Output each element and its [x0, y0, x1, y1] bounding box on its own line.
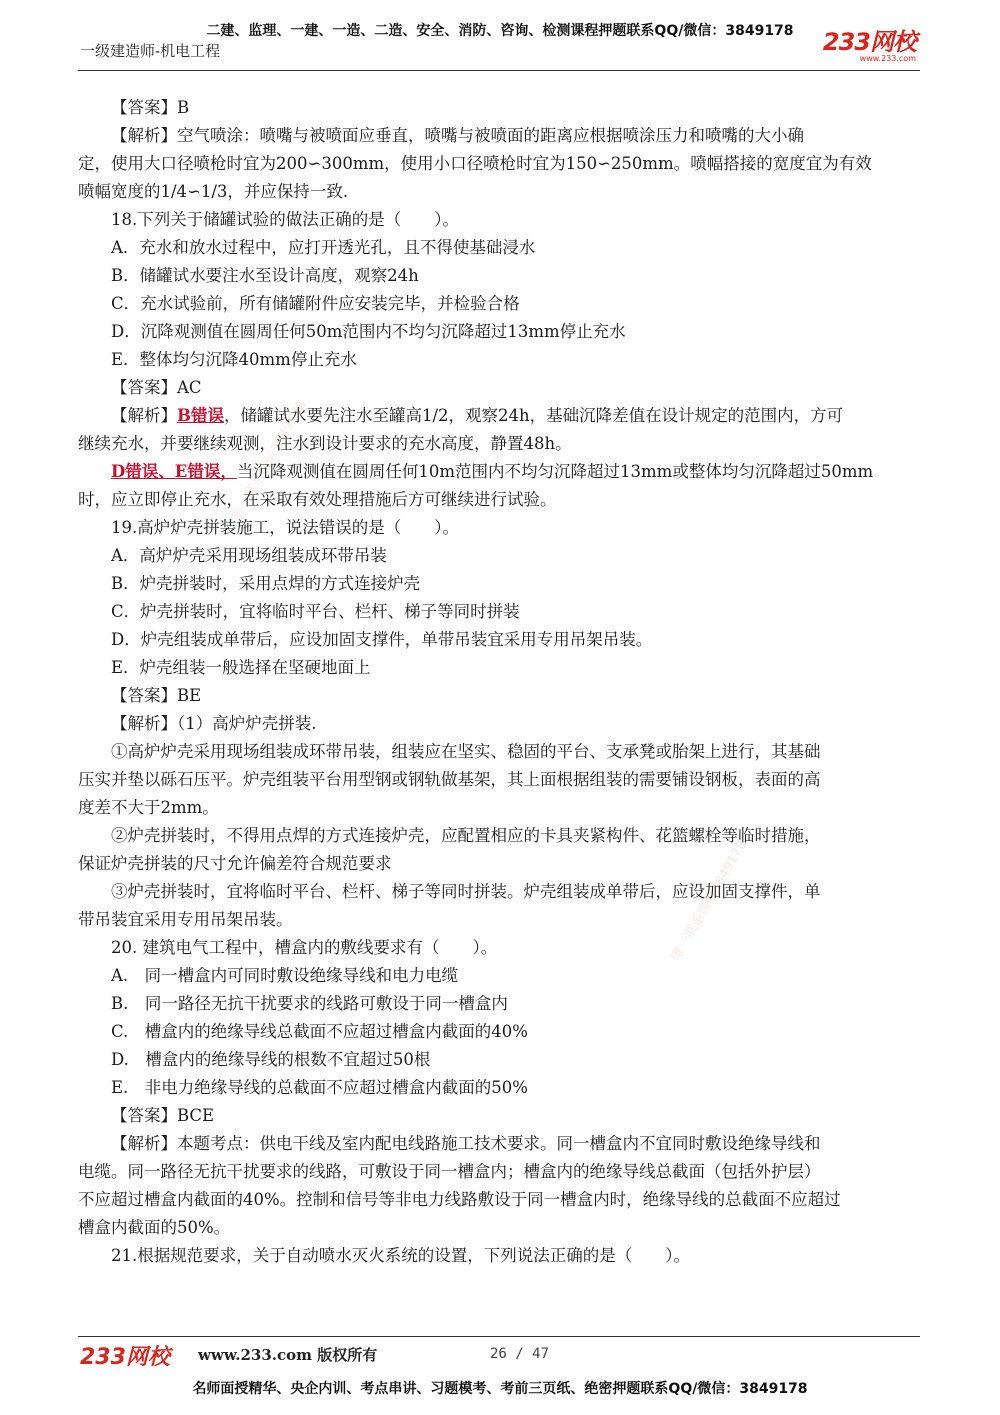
- analysis-line: 不应超过槽盒内截面的40%。控制和信号等非电力线路敷设于同一槽盒内时，绝缘导线的总截面不应超过: [78, 1190, 841, 1209]
- analysis-line: ③炉壳拼装时，宜将临时平台、栏杆、梯子等同时拼装。炉壳组装成单带后，应设加固支撑件，单: [111, 882, 821, 901]
- analysis-line: 继续充水，并要继续观测，注水到设计要求的充水高度，静置48h。: [78, 434, 572, 453]
- analysis-line: 时，应立即停止充水，在采取有效处理措施后方可继续进行试验。: [78, 490, 557, 509]
- footer-logo: 233网校: [80, 1345, 170, 1370]
- question-stem: 21.根据规范要求，关于自动喷水灭火系统的设置，下列说法正确的是（ ）。: [111, 1246, 690, 1265]
- site-logo: [823, 30, 916, 63]
- question-stem: 18.下列关于储罐试验的做法正确的是（ ）。: [111, 210, 459, 229]
- answer-line: 【答案】BE: [111, 686, 202, 705]
- error-highlight: B错误: [177, 406, 224, 425]
- option-b: B. 同一路径无抗干扰要求的线路可敷设于同一槽盒内: [111, 994, 508, 1013]
- question-stem: 20. 建筑电气工程中，槽盒内的敷线要求有（ ）。: [111, 938, 498, 957]
- error-highlight: D错误、E错误，: [111, 462, 237, 481]
- analysis-line: 保证炉壳拼装的尺寸允许偏差符合规范要求: [78, 854, 392, 873]
- document-subject: 一级建造师-机电工程: [80, 42, 221, 60]
- footer-banner: 名师面授精华、央企内训、考点串讲、习题模考、考前三页纸、绝密押题联系QQ/微信：3849178: [192, 1381, 808, 1397]
- analysis-line: 槽盒内截面的50%。: [78, 1218, 231, 1237]
- logo-url: www.233.com: [859, 54, 916, 63]
- option-a: A. 同一槽盒内可同时敷设绝缘导线和电力电缆: [111, 966, 459, 985]
- analysis-label: 【解析】: [111, 1134, 177, 1153]
- analysis-line: 喷幅宽度的1/4∽1/3，并应保持一致.: [78, 182, 349, 201]
- analysis-line: 【解析】本题考点：供电干线及室内配电线路施工技术要求。同一槽盒内不宜同时敷设绝缘导线和: [111, 1134, 821, 1153]
- option-b: B．储罐试水要注水至设计高度，观察24h: [111, 266, 419, 285]
- analysis-line: 【解析】B错误，储罐试水要先注水至罐高1/2，观察24h，基础沉降差值在设计规定的范围内，方可: [111, 406, 844, 425]
- option-e: E．整体均匀沉降40mm停止充水: [111, 350, 357, 369]
- analysis-line: 带吊装宜采用专用吊架吊装。: [78, 910, 293, 929]
- option-d: D. 槽盒内的绝缘导线的根数不宜超过50根: [111, 1050, 431, 1069]
- answer-line: 【答案】AC: [111, 378, 202, 397]
- page-content: [78, 94, 924, 1270]
- header-divider: [78, 70, 920, 71]
- option-d: D．沉降观测值在圆周任何50m范围内不均匀沉降超过13mm停止充水: [111, 322, 626, 341]
- analysis-line: 压实并垫以砾石压平。炉壳组装平台用型钢或钢轨做基架，其上面根据组装的需要铺设钢板，表面的高: [78, 770, 821, 789]
- option-e: E．炉壳组装一般选择在坚硬地面上: [111, 658, 371, 677]
- analysis-line: 电缆。同一路径无抗干扰要求的线路，可敷设于同一槽盒内；槽盒内的绝缘导线总截面（包括外护层）: [78, 1162, 821, 1181]
- analysis-line: D错误、E错误，当沉降观测值在圆周任何10m范围内不均匀沉降超过13mm或整体均匀沉降超过50mm: [111, 462, 874, 481]
- question-stem: 19.高炉炉壳拼装施工，说法错误的是（ ）。: [111, 518, 459, 537]
- answer-line: 【答案】BCE: [111, 1106, 215, 1125]
- footer-divider: [78, 1336, 920, 1337]
- option-c: C．充水试验前，所有储罐附件应安装完毕，并检验合格: [111, 294, 520, 313]
- analysis-line: ①高炉炉壳采用现场组装成环带吊装，组装应在坚实、稳固的平台、支承凳或胎架上进行，其基础: [111, 742, 821, 761]
- analysis-label: 【解析】: [111, 714, 177, 733]
- analysis-label: 【解析】: [111, 126, 177, 145]
- option-c: C．炉壳拼装时，宜将临时平台、栏杆、梯子等同时拼装: [111, 602, 520, 621]
- option-d: D．炉壳组装成单带后，应设加固支撑件，单带吊装宜采用专用吊架吊装。: [111, 630, 653, 649]
- analysis-line: 度差不大于2mm。: [78, 798, 219, 817]
- option-a: A．充水和放水过程中，应打开透光孔，且不得使基础浸水: [111, 238, 536, 257]
- option-b: B．炉壳拼装时，采用点焊的方式连接炉壳: [111, 574, 421, 593]
- answer-line: 【答案】B: [111, 98, 190, 117]
- header-banner: 二建、监理、一建、一造、二造、安全、消防、咨询、检测课程押题联系QQ/微信：3849178: [206, 23, 794, 39]
- option-c: C. 槽盒内的绝缘导线总截面不应超过槽盒内截面的40%: [111, 1022, 528, 1041]
- logo-text: 233网校: [822, 28, 916, 56]
- analysis-line: 【解析】（1）高炉炉壳拼装.: [111, 714, 317, 733]
- option-e: E. 非电力绝缘导线的总截面不应超过槽盒内截面的50%: [111, 1078, 528, 1097]
- option-a: A．高炉炉壳采用现场组装成环带吊装: [111, 546, 387, 565]
- analysis-line: 【解析】空气喷涂：喷嘴与被喷面应垂直，喷嘴与被喷面的距离应根据喷涂压力和喷嘴的大小确: [111, 126, 804, 145]
- watermark-text: 唯一联系微信3849178: [229, 397, 311, 524]
- footer-copyright: www.233.com 版权所有: [198, 1346, 378, 1364]
- analysis-line: ②炉壳拼装时，不得用点焊的方式连接炉壳，应配置相应的卡具夹紧构件、花篮螺栓等临时措施，: [111, 826, 821, 845]
- page-number: 26 / 47: [490, 1346, 550, 1362]
- watermark-text-2: 唯一联系微信3849178: [669, 837, 751, 964]
- analysis-line: 定，使用大口径喷枪时宜为200∽300mm，使用小口径喷枪时宜为150∽250mm。喷幅搭接的宽度宜为有效: [78, 154, 872, 173]
- analysis-label: 【解析】: [111, 406, 177, 425]
